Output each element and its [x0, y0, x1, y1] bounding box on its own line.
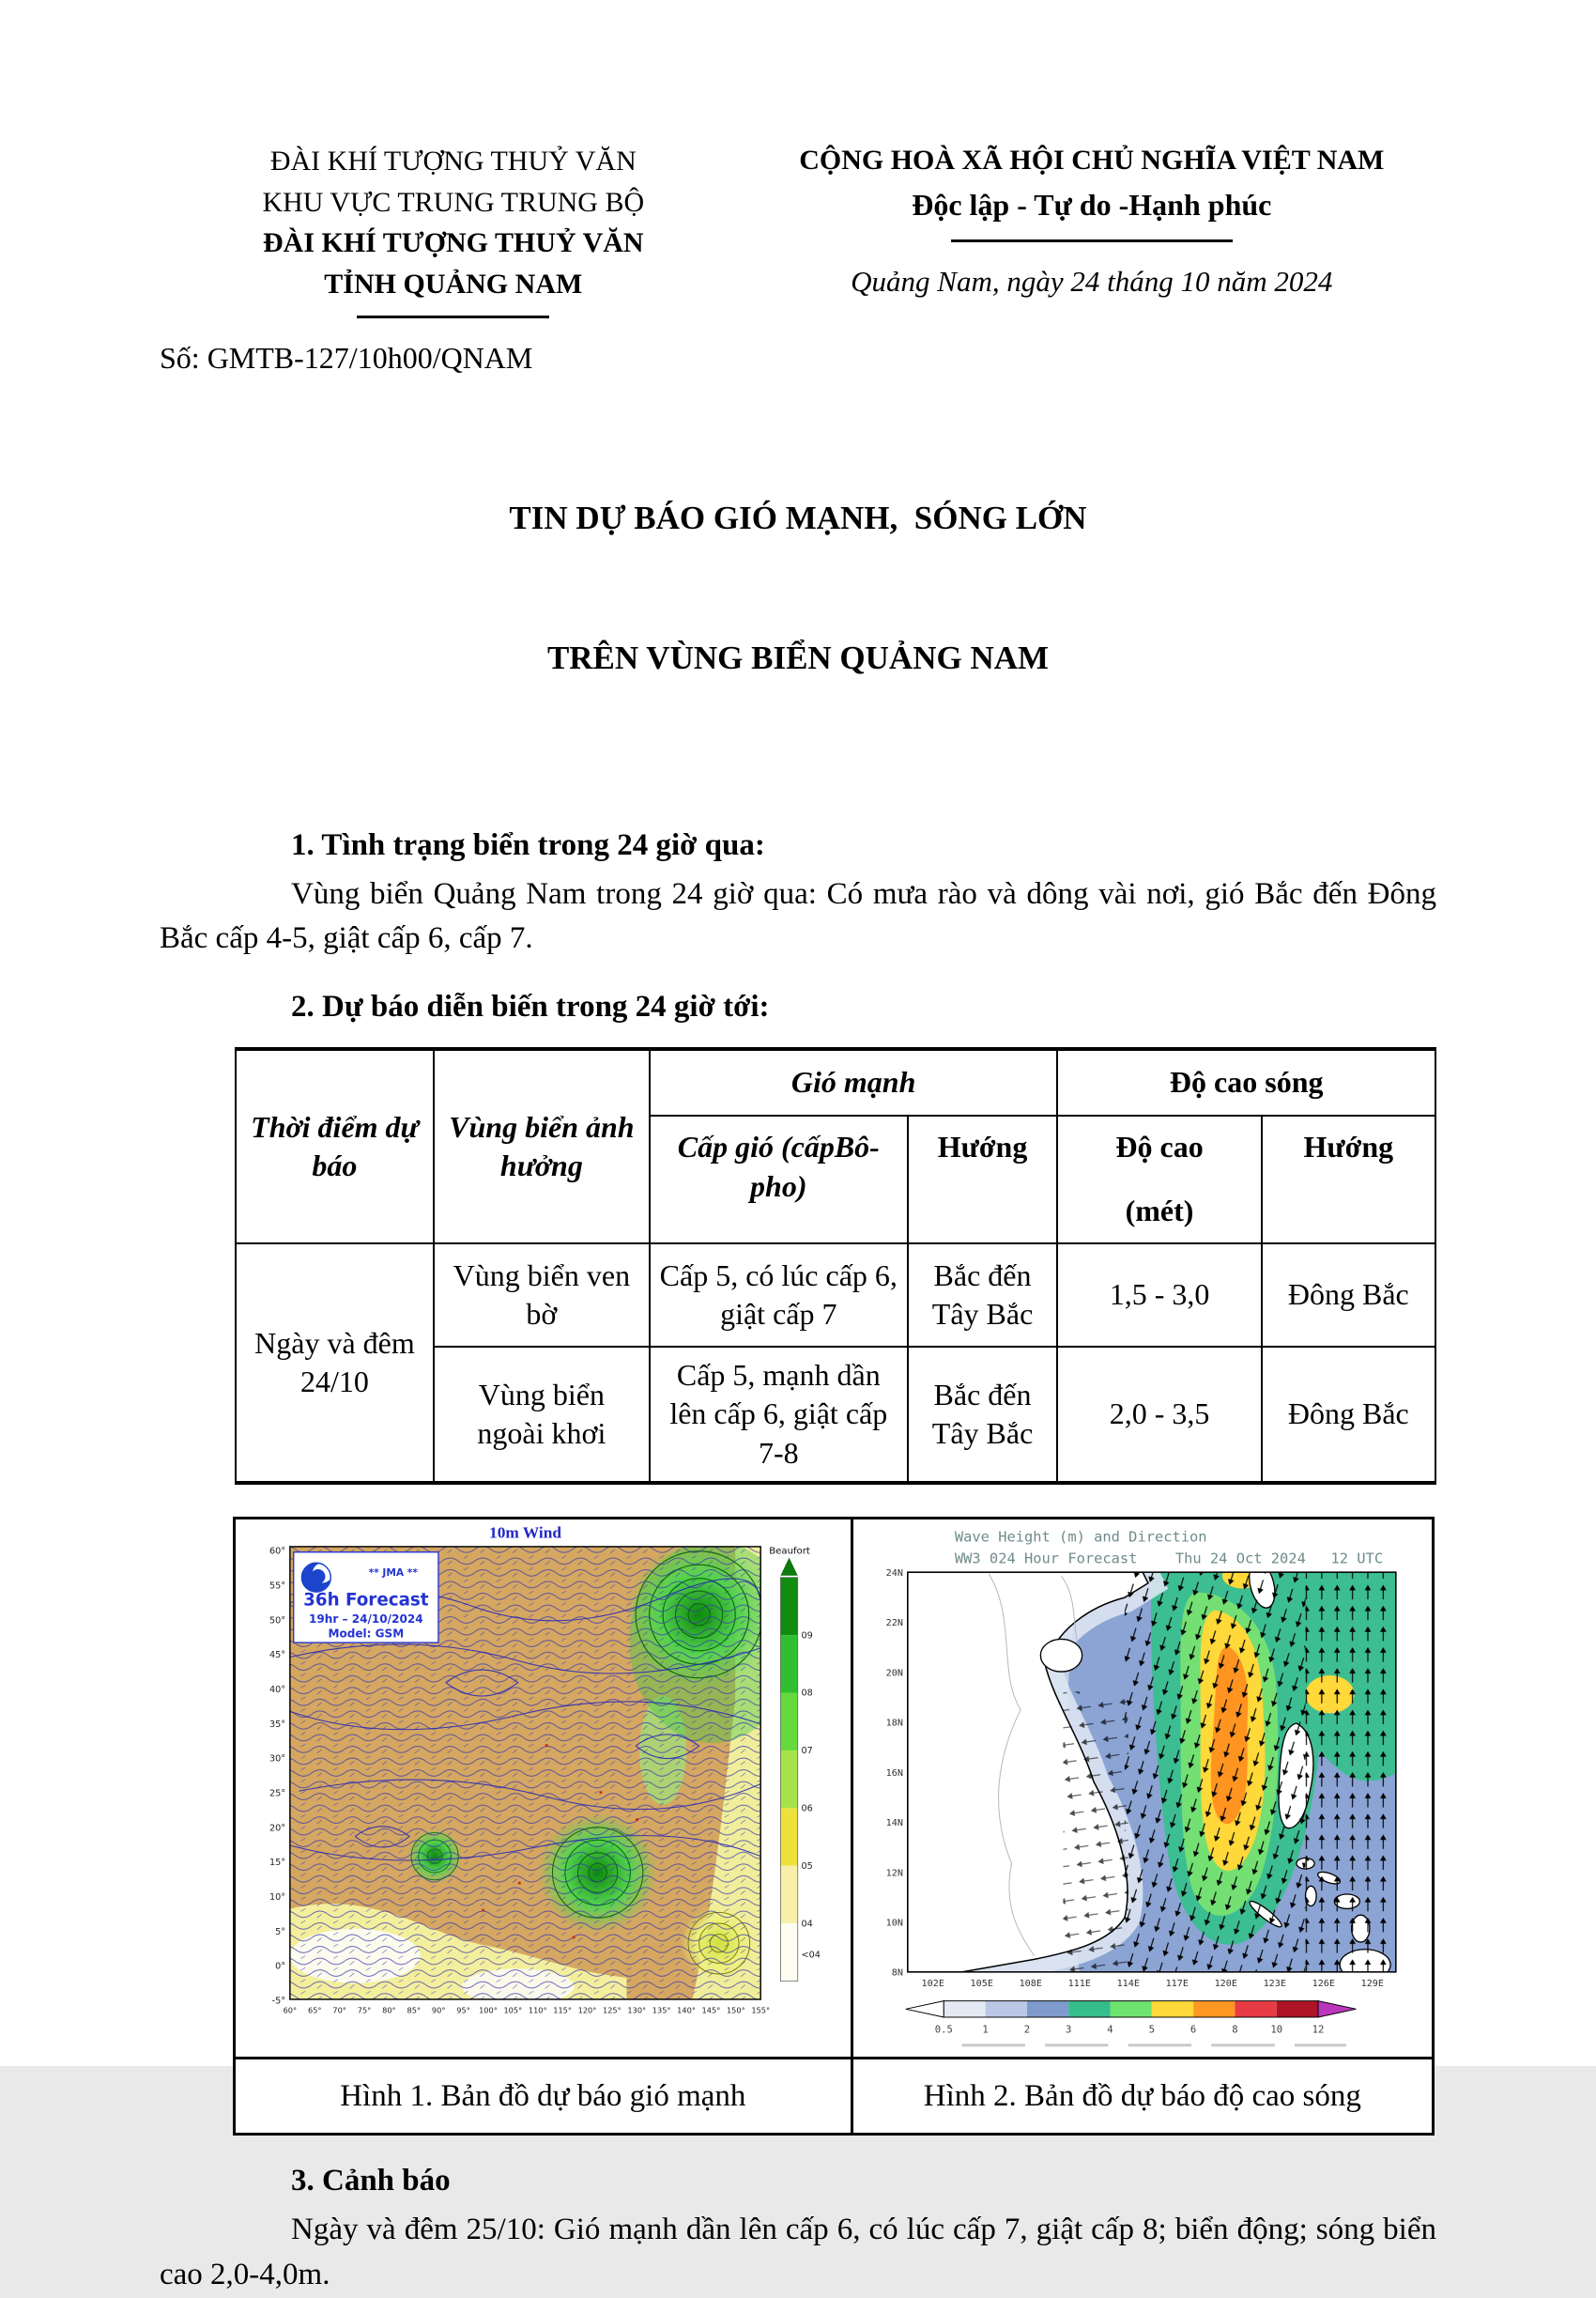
svg-text:16N: 16N	[885, 1768, 903, 1780]
svg-text:8: 8	[1231, 2024, 1238, 2036]
national-title: CỘNG HOÀ XÃ HỘI CHỦ NGHĨA VIỆT NAM	[799, 145, 1385, 176]
svg-text:35°: 35°	[269, 1719, 286, 1730]
wave-map-plot-area	[907, 1560, 1395, 1981]
col-header-wave-height	[1057, 1116, 1261, 1243]
svg-text:20N: 20N	[885, 1668, 903, 1679]
agency-region-line2: KHU VỰC TRUNG TRUNG BỘ	[262, 186, 645, 218]
document-title	[160, 402, 1436, 776]
svg-text:22N: 22N	[885, 1618, 903, 1629]
wave-direction-arrows-southwest	[1125, 1572, 1306, 1972]
svg-text:20°: 20°	[269, 1823, 286, 1834]
col-header-wave-height-line1: Độ cao	[1115, 1130, 1204, 1164]
svg-text:130°: 130°	[627, 2005, 647, 2015]
svg-text:114E: 114E	[1116, 1979, 1140, 1990]
svg-text:125°: 125°	[603, 2005, 622, 2015]
svg-text:60°: 60°	[283, 2005, 298, 2015]
svg-text:140°: 140°	[677, 2005, 696, 2015]
wave-map-time: 12 UTC	[1330, 1550, 1383, 1567]
svg-text:8N: 8N	[891, 1967, 903, 1979]
col-header-area: Vùng biển ảnh hưởng	[434, 1049, 650, 1243]
section3-heading: 3. Cảnh báo	[291, 2164, 451, 2198]
wave-map-cell	[852, 1519, 1433, 2059]
svg-text:14N: 14N	[885, 1818, 903, 1829]
beaufort-min-label: <04	[801, 1950, 821, 1961]
svg-text:117E: 117E	[1165, 1979, 1189, 1990]
wave-scale-labels	[934, 2025, 1324, 2036]
svg-text:100°: 100°	[479, 2005, 498, 2015]
col-header-wave-dir: Hướng	[1262, 1116, 1435, 1243]
col-group-wind: Gió mạnh	[650, 1049, 1058, 1116]
svg-text:115°: 115°	[553, 2005, 572, 2015]
forecast-valid-label: 19hr – 24/10/2024	[309, 1612, 423, 1627]
fig2-y-axis-labels	[885, 1568, 902, 1979]
motto-underline	[951, 239, 1233, 242]
national-header-block	[747, 141, 1436, 318]
jma-legend-box	[294, 1552, 438, 1643]
svg-text:155°: 155°	[751, 2005, 771, 2015]
svg-text:0.5: 0.5	[934, 2024, 953, 2036]
cell-wind-level: Cấp 5, có lúc cấp 6, giật cấp 7	[650, 1243, 908, 1347]
col-header-time: Thời điểm dự báo	[236, 1049, 434, 1243]
svg-text:4: 4	[1106, 2024, 1113, 2036]
svg-text:45°: 45°	[269, 1650, 286, 1661]
svg-text:123E: 123E	[1263, 1979, 1286, 1990]
svg-text:50°: 50°	[269, 1615, 286, 1627]
svg-text:111E: 111E	[1067, 1979, 1091, 1990]
beaufort-scale-labels	[802, 1630, 813, 1929]
svg-text:60°: 60°	[269, 1546, 286, 1557]
svg-text:95°: 95°	[456, 2005, 470, 2015]
svg-text:3: 3	[1065, 2024, 1072, 2036]
cell-wind-dir: Bắc đến Tây Bắc	[908, 1243, 1058, 1347]
agency-underline	[357, 316, 549, 318]
wave-direction-arrows-west	[1063, 1691, 1128, 1972]
svg-text:75°: 75°	[357, 2005, 372, 2015]
wind-map-title: 10m Wind	[489, 1523, 562, 1542]
svg-text:10°: 10°	[269, 1892, 286, 1904]
svg-text:120°: 120°	[577, 2005, 597, 2015]
svg-text:135°: 135°	[652, 2005, 671, 2015]
cell-forecast-time: Ngày và đêm 24/10	[236, 1243, 434, 1483]
svg-text:102E: 102E	[921, 1979, 944, 1990]
table-row	[236, 1243, 1435, 1347]
wave-map-titles	[955, 1529, 1383, 1567]
svg-text:10: 10	[1269, 2024, 1282, 2036]
document-header	[160, 141, 1436, 318]
svg-text:10N: 10N	[885, 1918, 903, 1929]
svg-text:05: 05	[801, 1861, 813, 1873]
jma-org-label: ** JMA **	[368, 1566, 418, 1579]
svg-text:06: 06	[801, 1803, 813, 1814]
svg-text:08: 08	[801, 1688, 813, 1699]
wind-forecast-map	[236, 1519, 851, 2049]
cell-wave-height: 2,0 - 3,5	[1057, 1347, 1261, 1483]
svg-text:30°: 30°	[269, 1753, 286, 1765]
svg-text:12N: 12N	[885, 1868, 903, 1879]
svg-text:-5°: -5°	[271, 1996, 286, 2007]
issue-date: Quảng Nam, ngày 24 tháng 10 năm 2024	[851, 264, 1333, 298]
svg-text:09: 09	[801, 1630, 813, 1642]
cell-area: Vùng biển ven bờ	[434, 1243, 650, 1347]
wind-map-cell	[235, 1519, 852, 2059]
svg-text:65°: 65°	[307, 2005, 322, 2015]
svg-text:129E: 129E	[1360, 1979, 1384, 1990]
svg-text:150°: 150°	[726, 2005, 745, 2015]
svg-text:2: 2	[1023, 2024, 1030, 2036]
document-title-line1: TIN DỰ BÁO GIÓ MẠNH, SÓNG LỚN	[509, 500, 1087, 537]
agency-region-line1: ĐÀI KHÍ TƯỢNG THUỶ VĂN	[269, 146, 637, 177]
svg-text:12: 12	[1312, 2024, 1325, 2036]
svg-text:24N: 24N	[885, 1568, 903, 1580]
cell-wind-level: Cấp 5, mạnh dần lên cấp 6, giật cấp 7-8	[650, 1347, 908, 1483]
wave-map-title-line2: WW3 024 Hour Forecast	[954, 1550, 1138, 1567]
svg-text:04: 04	[801, 1919, 813, 1930]
national-motto: Độc lập - Tự do -Hạnh phúc	[912, 188, 1272, 222]
svg-text:105E: 105E	[970, 1979, 993, 1990]
svg-text:15°: 15°	[269, 1858, 286, 1869]
forecast-table	[235, 1047, 1436, 1485]
svg-text:5°: 5°	[275, 1926, 286, 1937]
wave-height-map	[853, 1519, 1432, 2049]
colorbar-title: Beaufort	[769, 1546, 810, 1557]
issuing-agency-block	[160, 141, 747, 318]
wave-direction-arrows-north	[1305, 1572, 1395, 1972]
svg-text:18N: 18N	[885, 1718, 903, 1729]
svg-text:85°: 85°	[407, 2005, 422, 2015]
agency-name-line2: TỈNH QUẢNG NAM	[324, 268, 583, 300]
section1-body: Vùng biển Quảng Nam trong 24 giờ qua: Có mưa rào và dông vài nơi, gió Bắc đến Đông Bắc cấp 4-5, giật cấp 6, cấp 7.	[160, 876, 1436, 956]
svg-text:145°: 145°	[701, 2005, 721, 2015]
svg-text:5: 5	[1148, 2024, 1155, 2036]
cell-wave-dir: Đông Bắc	[1262, 1347, 1435, 1483]
cell-area: Vùng biển ngoài khơi	[434, 1347, 650, 1483]
svg-text:1: 1	[982, 2024, 989, 2036]
beaufort-colorbar	[769, 1547, 821, 1982]
svg-text:126E: 126E	[1312, 1979, 1335, 1990]
forecast-hours-label: 36h Forecast	[303, 1590, 429, 1611]
svg-text:120E: 120E	[1214, 1979, 1237, 1990]
wave-map-title-line1: Wave Height (m) and Direction	[954, 1528, 1207, 1546]
svg-text:70°: 70°	[332, 2005, 346, 2015]
figure1-caption: Hình 1. Bản đồ dự báo gió mạnh	[235, 2059, 852, 2135]
wave-map-date: Thu 24 Oct 2024	[1174, 1550, 1306, 1567]
section1-heading: 1. Tình trạng biển trong 24 giờ qua:	[291, 827, 765, 862]
col-header-wind-level: Cấp gió (cấpBô-pho)	[650, 1116, 908, 1243]
section3-body: Ngày và đêm 25/10: Gió mạnh dần lên cấp 6, có lúc cấp 7, giật cấp 8; biển động; sóng biển cao 2,0-4,0m.	[160, 2213, 1436, 2292]
fig1-y-axis-labels	[269, 1547, 285, 2007]
svg-text:0°: 0°	[275, 1961, 286, 1972]
svg-text:80°: 80°	[382, 2005, 396, 2015]
col-header-wave-height-line2: (mét)	[1125, 1193, 1194, 1227]
fig1-x-axis-labels	[284, 2006, 770, 2015]
svg-text:07: 07	[801, 1746, 813, 1757]
figures-table	[233, 1517, 1435, 2136]
svg-text:90°: 90°	[431, 2005, 446, 2015]
svg-text:108E: 108E	[1019, 1979, 1042, 1990]
section2-heading: 2. Dự báo diễn biến trong 24 giờ tới:	[291, 990, 770, 1025]
forecast-model-label: Model: GSM	[328, 1627, 405, 1641]
document-title-line2: TRÊN VÙNG BIỂN QUẢNG NAM	[546, 640, 1050, 677]
col-group-wave: Độ cao sóng	[1057, 1049, 1435, 1116]
figure2-caption: Hình 2. Bản đồ dự báo độ cao sóng	[852, 2059, 1433, 2135]
cell-wind-dir: Bắc đến Tây Bắc	[908, 1347, 1058, 1483]
cell-wave-height: 1,5 - 3,0	[1057, 1243, 1261, 1347]
svg-text:25°: 25°	[269, 1788, 286, 1799]
wave-height-colorbar	[905, 2001, 1356, 2045]
col-header-wind-dir: Hướng	[908, 1116, 1058, 1243]
svg-text:40°: 40°	[269, 1685, 286, 1696]
svg-text:55°: 55°	[269, 1581, 286, 1592]
document-number: Số: GMTB-127/10h00/QNAM	[160, 341, 533, 375]
hainan-island	[1040, 1640, 1082, 1673]
fig2-x-axis-labels	[921, 1979, 1383, 1989]
svg-text:105°: 105°	[503, 2005, 523, 2015]
cell-wave-dir: Đông Bắc	[1262, 1243, 1435, 1347]
svg-text:6: 6	[1189, 2024, 1196, 2036]
agency-name-line1: ĐÀI KHÍ TƯỢNG THUỶ VĂN	[262, 227, 644, 258]
svg-text:110°: 110°	[528, 2005, 547, 2015]
